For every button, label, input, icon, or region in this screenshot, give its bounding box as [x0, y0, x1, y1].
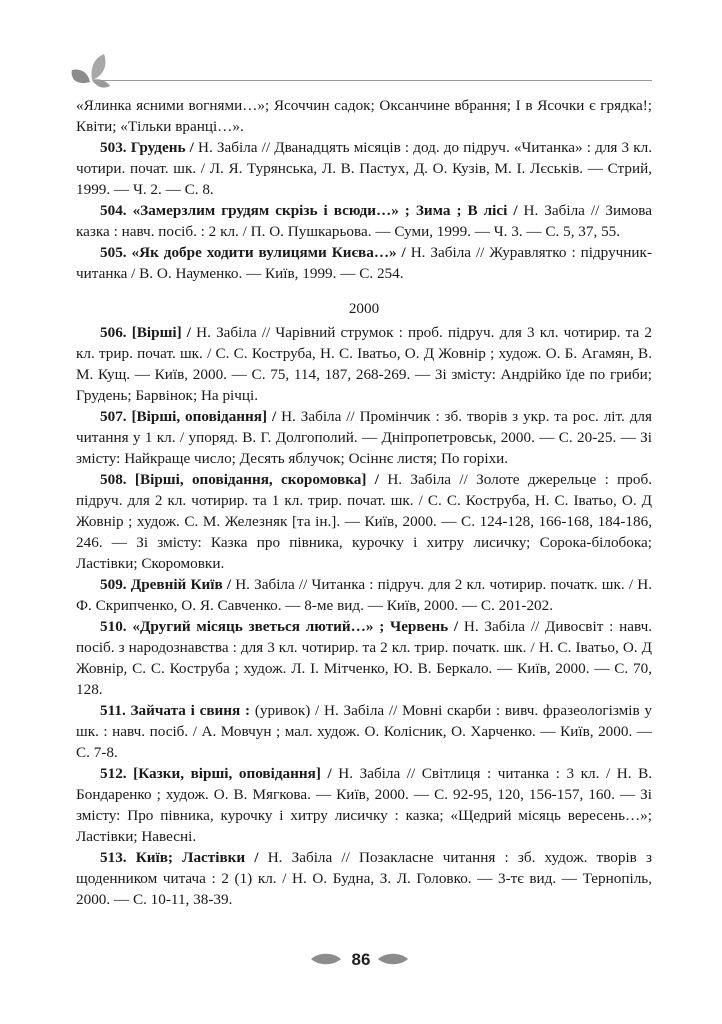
entry-number: 512.: [100, 765, 127, 782]
entry-text: Н. Забіла // Золоте джерельце : проб. підруч. для 2 кл. чотирир. та 1 кл. трир. почат. шк. / С. С. Коструба, Н. С. Іватьо, О. Д Жовнір ; худож. С. М. Железняк [та ін.]. — Київ, 2000. — С. 124-128, 166-168, 184-186, 246. — Зі змісту: Казка про півника, курочку і хитру лисичку; Сорока-білобока; Ластівки; Скоромовки.: [76, 471, 653, 572]
entries-1999: [76, 137, 652, 284]
bibliography-entry: [76, 137, 652, 200]
entry-title: [Вірші, оповідання, скоромовка] /: [134, 471, 379, 488]
bibliography-entry: [76, 406, 652, 469]
right-leaf-icon: [376, 952, 408, 966]
entry-number: 506.: [100, 324, 127, 341]
entry-title: Зайчата і свиня :: [130, 702, 251, 719]
bibliography-entry: [76, 469, 652, 574]
page-number: 86: [351, 950, 371, 969]
bibliography-entry: [76, 763, 652, 847]
bibliography-entry: [76, 322, 652, 406]
entry-number: 511.: [100, 702, 126, 719]
entry-text: Н. Забіла // Дванадцять місяців : дод. до підруч. «Читанка» : для 3 кл. чотири. почат. шк. / Л. Я. Турянська, Л. В. Пастух, Д. О. Кузів, М. І. Лєськів. — Стрий, 1999. — Ч. 2. — С. 8.: [76, 139, 653, 198]
page-footer: [0, 946, 722, 976]
entry-number: 513.: [100, 849, 127, 866]
entry-title: Грудень /: [130, 139, 194, 156]
continued-text: «Ялинка ясними вогнями…»; Ясоччин садок; Оксанчине вбрання; І в Ясочки є грядка!; Квіти; «Тільки вранці…».: [76, 97, 652, 135]
entry-title: [Вірші] /: [131, 324, 192, 341]
entry-text: Н. Забіла // Позакласне читання : зб. худож. творів з щоденником читача : 2 (1) кл. / Н. О. Будна, З. Л. Головко. — 3-тє вид. — Тернопіль, 2000. — С. 10-11, 38-39.: [76, 849, 652, 908]
bibliography-entry: [76, 700, 652, 763]
entry-title: «Замерзлим грудям скрізь і всюди…» ; Зима ; В лісі /: [132, 202, 518, 219]
entry-title: «Другий місяць зветься лютий…» ; Червень /: [132, 618, 459, 635]
bibliography-entry: [76, 242, 652, 284]
page-content: [76, 95, 652, 910]
bibliography-entry: [76, 574, 652, 616]
entry-text: Н. Забіла // Читанка : підруч. для 2 кл. чотирир. початк. шк. / Н. Ф. Скрипченко, О. Я. Савченко. — 8-ме вид. — Київ, 2000. — С. 201-202.: [76, 576, 652, 614]
entry-number: 507.: [100, 408, 127, 425]
entry-number: 505.: [100, 244, 127, 261]
entry-title: «Як добре ходити вулицями Києва…» /: [131, 244, 406, 261]
year-heading: 2000: [348, 300, 380, 317]
entries-2000: [76, 322, 652, 910]
entry-text: Н. Забіла // Чарівний струмок : проб. підруч. для 3 кл. чотирир. та 2 кл. трир. почат. шк. / С. С. Коструба, Н. С. Іватьо, О. Д Жовнір ; худож. О. Б. Агамян, В. М. Кущ. — Київ, 2000. — С. 75, 114, 187, 268-269. — Зі змісту: Андрійко їде по гриби; Грудень; Барвінок; На річці.: [76, 324, 652, 404]
entry-number: 504.: [100, 202, 127, 219]
entry-number: 510.: [100, 618, 127, 635]
entry-title: [Казки, вірші, оповідання] /: [133, 765, 332, 782]
header-rule: [98, 80, 652, 81]
entry-text: (уривок) / Н. Забіла // Мовні скарби : вивч. фразеологізмів у шк. : навч. посіб. / А. Мовчун ; мал. худож. О. Колісник, О. Харченко. — Київ, 2000. — С. 7-8.: [76, 702, 652, 761]
entry-text: Н. Забіла // Промінчик : зб. творів з укр. та рос. літ. для читання у 1 кл. / упоряд. В. Г. Долгополий. — Дніпропетровськ, 2000. — С. 20-25. — Зі змісту: Найкраще число; Десять яблучок; Осіннє листя; По горіхи.: [76, 408, 652, 467]
entry-text: Н. Забіла // Дивосвіт : навч. посіб. з народознавства : для 3 кл. чотирир. та 2 кл. трир. початк. шк. / Н. С. Іватьо, О. Д Жовнір, С. С. Коструба ; худож. Л. І. Мітченко, Ю. В. Беркало. — Київ, 2000. — С. 70, 128.: [76, 618, 652, 698]
entry-number: 503.: [100, 139, 127, 156]
entry-title: [Вірші, оповідання] /: [131, 408, 277, 425]
bibliography-entry: [76, 616, 652, 700]
entry-title: Київ; Ластівки /: [135, 849, 259, 866]
entry-title: Древній Київ /: [130, 576, 232, 593]
leaf-ornament-icon: [68, 52, 110, 92]
left-leaf-icon: [311, 952, 343, 966]
entry-number: 508.: [100, 471, 127, 488]
bibliography-entry: [76, 847, 652, 910]
bibliography-entry: [76, 200, 652, 242]
entry-number: 509.: [100, 576, 127, 593]
entry-text: Н. Забіла // Світлиця : читанка : 3 кл. / Н. В. Бондаренко ; худож. О. В. Мягкова. — Київ, 2000. — С. 92-95, 120, 156-157, 160. — Зі змісту: Про півника, курочку і хитру лисичку : казка; «Щедрий місяць вересень…»; Ластівки; Навесні.: [76, 765, 653, 845]
entry-text: Н. Забіла // Зимова казка : навч. посіб. : 2 кл. / П. О. Пушкарьова. — Суми, 1999. — Ч. 3. — С. 5, 37, 55.: [76, 202, 652, 240]
entry-text: Н. Забіла // Журавлятко : підручник-читанка / В. О. Науменко. — Київ, 1999. — С. 254.: [76, 244, 652, 282]
